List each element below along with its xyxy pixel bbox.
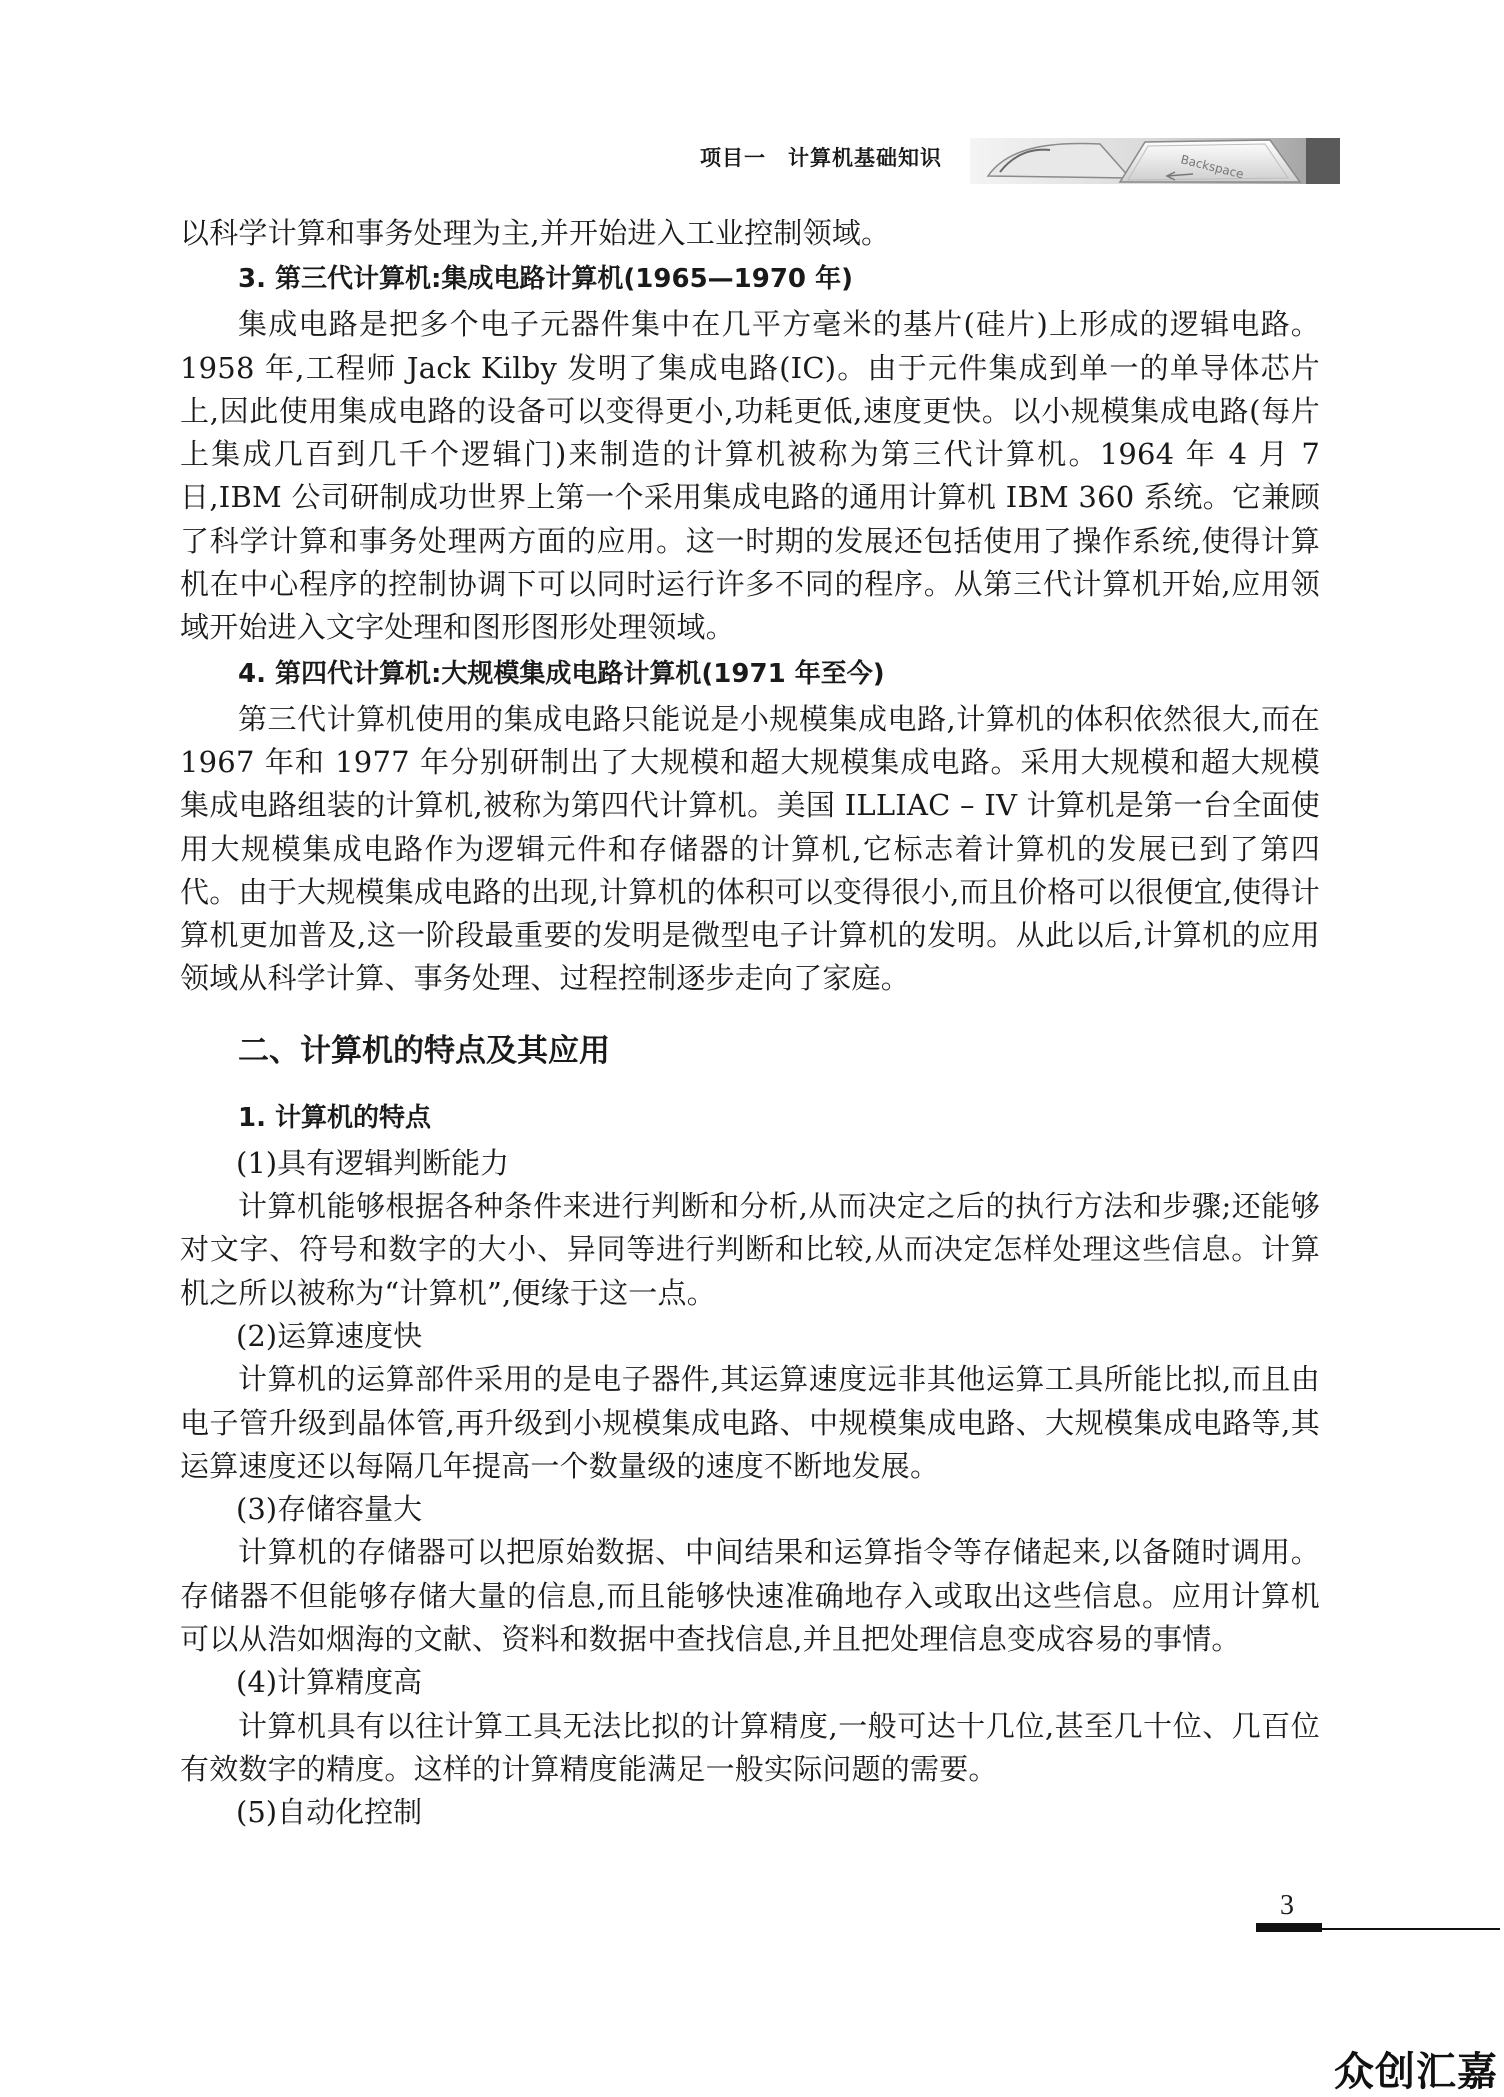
- feature-title: (2)运算速度快: [236, 1318, 423, 1353]
- feature-title: (3)存储容量大: [236, 1492, 423, 1527]
- intro-paragraph: 以科学计算和事务处理为主,并开始进入工业控制领域。: [180, 216, 891, 250]
- footer-rule-thin: [1322, 1928, 1500, 1930]
- keyboard-key-label: Backspace: [1179, 152, 1246, 182]
- page-number: 3: [1280, 1890, 1294, 1921]
- feature-title: (1)具有逻辑判断能力: [236, 1145, 510, 1180]
- gen3-heading: 3. 第三代计算机:集成电路计算机(1965—1970 年): [238, 264, 853, 295]
- gen3-paragraph: 集成电路是把多个电子元器件集中在几平方毫米的基片(硅片)上形成的逻辑电路。1958 年,工程师 Jack Kilby 发明了集成电路(IC)。由于元件集成到单一的单导体芯片上,因此使用集成电路的设备可以变得更小,功耗更低,速度更快。以小规模集成电路(每片上集成几百到几千个逻辑门)来制造的计算机被称为第三代计算机。1964 年 4 月 7 日,IBM 公司研制成功世界上第一个采用集成电路的通用计算机 IBM 360 系统。它兼顾了科学计算和事务处理两方面的应用。这一时期的发展还包括使用了操作系统,使得计算机在中心程序的控制协调下可以同时运行许多不同的程序。从第三代计算机开始,应用领域开始进入文字处理和图形图形处理领域。: [180, 307, 1320, 645]
- header-title: [700, 142, 942, 172]
- header-chapter-title: 计算机基础知识: [788, 146, 942, 170]
- section-heading: 二、计算机的特点及其应用: [238, 1032, 610, 1069]
- gen4-heading: 4. 第四代计算机:大规模集成电路计算机(1971 年至今): [238, 658, 885, 689]
- feature-body: 计算机具有以往计算工具无法比拟的计算精度,一般可达十几位,甚至几十位、几百位有效数字的精度。这样的计算精度能满足一般实际问题的需要。: [180, 1708, 1320, 1786]
- page-body: [180, 212, 1320, 1835]
- feature-body: 计算机的运算部件采用的是电子器件,其运算速度远非其他运算工具所能比拟,而且由电子管升级到晶体管,再升级到小规模集成电路、中规模集成电路、大规模集成电路等,其运算速度还以每隔几年提高一个数量级的速度不断地发展。: [180, 1362, 1320, 1483]
- header-project-label: 项目一: [700, 146, 766, 170]
- feature-title: (4)计算精度高: [236, 1665, 423, 1700]
- subsection-heading: 1. 计算机的特点: [238, 1102, 432, 1133]
- running-header: [700, 138, 1340, 184]
- feature-title: (5)自动化控制: [236, 1795, 423, 1830]
- keyboard-key-icon: [970, 138, 1340, 184]
- gen4-paragraph: 第三代计算机使用的集成电路只能说是小规模集成电路,计算机的体积依然很大,而在 1967 年和 1977 年分别研制出了大规模和超大规模集成电路。采用大规模和超大规模集成电路组装的计算机,被称为第四代计算机。美国 ILLIAC – IV 计算机是第一台全面使用大规模集成电路作为逻辑元件和存储器的计算机,它标志着计算机的发展已到了第四代。由于大规模集成电路的出现,计算机的体积可以变得很小,而且价格可以很便宜,使得计算机更加普及,这一阶段最重要的发明是微型电子计算机的发明。从此以后,计算机的应用领域从科学计算、事务处理、过程控制逐步走向了家庭。: [180, 701, 1320, 996]
- feature-body: 计算机能够根据各种条件来进行判断和分析,从而决定之后的执行方法和步骤;还能够对文字、符号和数字的大小、异同等进行判断和比较,从而决定怎样处理这些信息。计算机之所以被称为“计算机”,便缘于这一点。: [180, 1189, 1320, 1310]
- watermark-logo: 众创汇嘉: [1334, 2049, 1498, 2095]
- footer-rule-thick: [1256, 1923, 1322, 1932]
- feature-body: 计算机的存储器可以把原始数据、中间结果和运算指令等存储起来,以备随时调用。存储器不但能够存储大量的信息,而且能够快速准确地存入或取出这些信息。应用计算机可以从浩如烟海的文献、资料和数据中查找信息,并且把处理信息变成容易的事情。: [180, 1535, 1320, 1657]
